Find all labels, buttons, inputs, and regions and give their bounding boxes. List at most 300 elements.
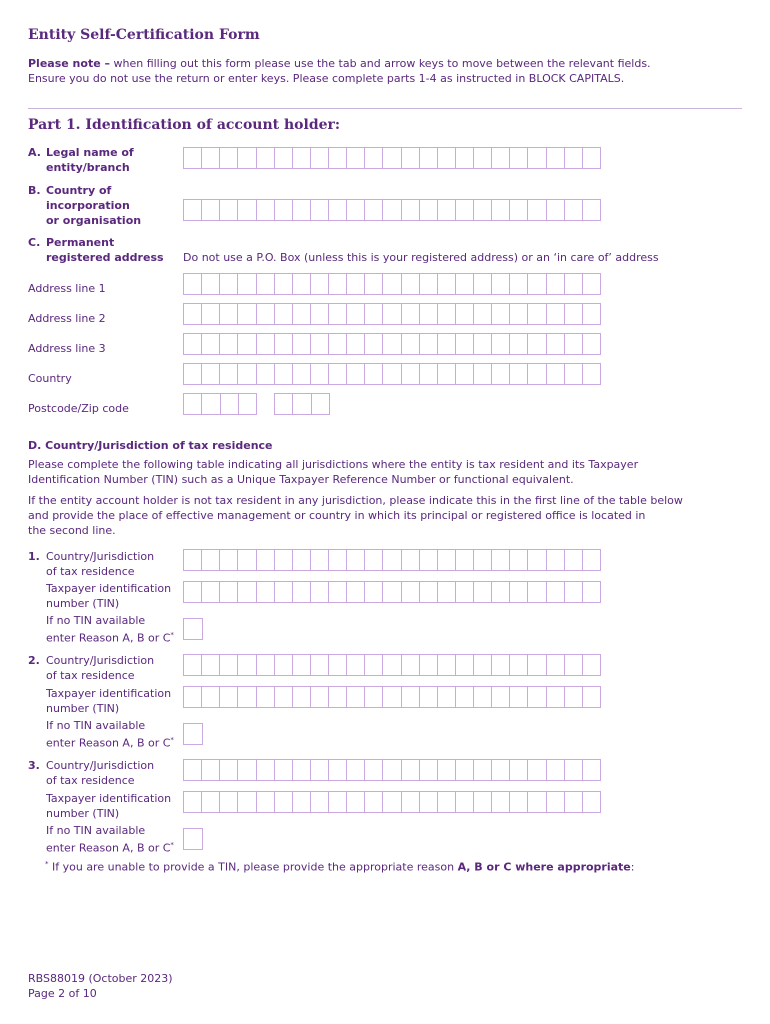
char-cell[interactable]: [257, 687, 275, 707]
char-cell[interactable]: [420, 550, 438, 570]
char-cell[interactable]: [402, 582, 420, 602]
char-cell[interactable]: [565, 304, 583, 324]
char-cell[interactable]: [456, 148, 474, 168]
char-cell[interactable]: [184, 148, 202, 168]
char-cell[interactable]: [402, 148, 420, 168]
char-cell[interactable]: [202, 792, 220, 812]
char-cell[interactable]: [438, 687, 456, 707]
char-cell[interactable]: [329, 304, 347, 324]
char-cell[interactable]: [456, 274, 474, 294]
char-cell[interactable]: [311, 148, 329, 168]
char-cell[interactable]: [402, 550, 420, 570]
char-cell[interactable]: [583, 304, 600, 324]
char-cell[interactable]: [238, 760, 256, 780]
char-cell[interactable]: [311, 792, 329, 812]
char-cell[interactable]: [402, 274, 420, 294]
char-cell[interactable]: [510, 582, 528, 602]
char-cell[interactable]: [528, 655, 546, 675]
char-cell[interactable]: [547, 582, 565, 602]
char-cell[interactable]: [275, 687, 293, 707]
char-cell[interactable]: [565, 200, 583, 220]
char-cell[interactable]: [492, 200, 510, 220]
char-cell[interactable]: [547, 148, 565, 168]
char-cell[interactable]: [438, 148, 456, 168]
char-cell[interactable]: [420, 655, 438, 675]
char-cell[interactable]: [510, 148, 528, 168]
char-cell[interactable]: [583, 760, 600, 780]
char-cell[interactable]: [220, 148, 238, 168]
char-cell[interactable]: [275, 148, 293, 168]
char-cell[interactable]: [311, 304, 329, 324]
char-cell[interactable]: [492, 304, 510, 324]
char-cell[interactable]: [528, 687, 546, 707]
char-cell[interactable]: [311, 687, 329, 707]
char-cell[interactable]: [565, 148, 583, 168]
char-cell[interactable]: [257, 274, 275, 294]
char-cell[interactable]: [583, 334, 600, 354]
char-cell[interactable]: [184, 550, 202, 570]
char-cell[interactable]: [383, 550, 401, 570]
char-cell[interactable]: [365, 304, 383, 324]
address-line-3-input[interactable]: [183, 333, 601, 355]
char-cell[interactable]: [547, 760, 565, 780]
tax-row-1-reason-input[interactable]: [183, 618, 203, 640]
char-cell[interactable]: [583, 274, 600, 294]
tax-row-1-country-input[interactable]: [183, 549, 601, 571]
char-cell[interactable]: [438, 760, 456, 780]
char-cell[interactable]: [402, 792, 420, 812]
char-cell[interactable]: [438, 334, 456, 354]
char-cell[interactable]: [528, 760, 546, 780]
char-cell[interactable]: [510, 200, 528, 220]
char-cell[interactable]: [383, 274, 401, 294]
char-cell[interactable]: [275, 274, 293, 294]
char-cell[interactable]: [293, 364, 311, 384]
char-cell[interactable]: [312, 394, 329, 414]
char-cell[interactable]: [547, 550, 565, 570]
char-cell[interactable]: [257, 200, 275, 220]
tax-row-3-country-input[interactable]: [183, 759, 601, 781]
char-cell[interactable]: [202, 655, 220, 675]
char-cell[interactable]: [202, 304, 220, 324]
char-cell[interactable]: [329, 200, 347, 220]
char-cell[interactable]: [293, 792, 311, 812]
char-cell[interactable]: [275, 550, 293, 570]
char-cell[interactable]: [528, 304, 546, 324]
char-cell[interactable]: [565, 334, 583, 354]
char-cell[interactable]: [311, 364, 329, 384]
char-cell[interactable]: [238, 200, 256, 220]
char-cell[interactable]: [238, 550, 256, 570]
char-cell[interactable]: [510, 334, 528, 354]
char-cell[interactable]: [347, 364, 365, 384]
char-cell[interactable]: [202, 550, 220, 570]
char-cell[interactable]: [202, 334, 220, 354]
char-cell[interactable]: [492, 334, 510, 354]
char-cell[interactable]: [238, 364, 256, 384]
char-cell[interactable]: [420, 148, 438, 168]
char-cell[interactable]: [402, 760, 420, 780]
char-cell[interactable]: [474, 364, 492, 384]
char-cell[interactable]: [492, 792, 510, 812]
char-cell[interactable]: [257, 304, 275, 324]
char-cell[interactable]: [202, 148, 220, 168]
char-cell[interactable]: [492, 687, 510, 707]
char-cell[interactable]: [275, 394, 293, 414]
char-cell[interactable]: [528, 274, 546, 294]
char-cell[interactable]: [583, 364, 600, 384]
char-cell[interactable]: [202, 364, 220, 384]
char-cell[interactable]: [311, 550, 329, 570]
char-cell[interactable]: [474, 760, 492, 780]
char-cell[interactable]: [184, 687, 202, 707]
char-cell[interactable]: [528, 364, 546, 384]
char-cell[interactable]: [184, 582, 202, 602]
char-cell[interactable]: [202, 200, 220, 220]
char-cell[interactable]: [311, 655, 329, 675]
char-cell[interactable]: [438, 274, 456, 294]
char-cell[interactable]: [420, 687, 438, 707]
char-cell[interactable]: [293, 687, 311, 707]
char-cell[interactable]: [238, 334, 256, 354]
char-cell[interactable]: [402, 304, 420, 324]
char-cell[interactable]: [420, 304, 438, 324]
char-cell[interactable]: [238, 148, 256, 168]
char-cell[interactable]: [565, 792, 583, 812]
char-cell[interactable]: [420, 274, 438, 294]
char-cell[interactable]: [293, 334, 311, 354]
char-cell[interactable]: [583, 582, 600, 602]
char-cell[interactable]: [347, 655, 365, 675]
char-cell[interactable]: [402, 687, 420, 707]
country-of-incorporation-input[interactable]: [183, 199, 601, 221]
char-cell[interactable]: [492, 582, 510, 602]
char-cell[interactable]: [311, 582, 329, 602]
char-cell[interactable]: [275, 582, 293, 602]
char-cell[interactable]: [492, 364, 510, 384]
char-cell[interactable]: [220, 582, 238, 602]
char-cell[interactable]: [220, 200, 238, 220]
char-cell[interactable]: [510, 760, 528, 780]
postcode-part-1-input[interactable]: [183, 393, 257, 415]
char-cell[interactable]: [438, 304, 456, 324]
char-cell[interactable]: [184, 792, 202, 812]
char-cell[interactable]: [383, 792, 401, 812]
char-cell[interactable]: [402, 655, 420, 675]
char-cell[interactable]: [347, 148, 365, 168]
char-cell[interactable]: [438, 582, 456, 602]
char-cell[interactable]: [528, 550, 546, 570]
char-cell[interactable]: [565, 760, 583, 780]
char-cell[interactable]: [528, 148, 546, 168]
char-cell[interactable]: [474, 687, 492, 707]
char-cell[interactable]: [275, 760, 293, 780]
char-cell[interactable]: [329, 792, 347, 812]
char-cell[interactable]: [184, 364, 202, 384]
char-cell[interactable]: [329, 148, 347, 168]
char-cell[interactable]: [293, 760, 311, 780]
char-cell[interactable]: [275, 364, 293, 384]
char-cell[interactable]: [474, 582, 492, 602]
address-line-2-input[interactable]: [183, 303, 601, 325]
char-cell[interactable]: [474, 334, 492, 354]
char-cell[interactable]: [220, 334, 238, 354]
char-cell[interactable]: [402, 364, 420, 384]
char-cell[interactable]: [474, 274, 492, 294]
char-cell[interactable]: [438, 792, 456, 812]
char-cell[interactable]: [365, 334, 383, 354]
char-cell[interactable]: [583, 655, 600, 675]
char-cell[interactable]: [329, 274, 347, 294]
char-cell[interactable]: [547, 655, 565, 675]
char-cell[interactable]: [583, 200, 600, 220]
char-cell[interactable]: [510, 655, 528, 675]
char-cell[interactable]: [438, 550, 456, 570]
char-cell[interactable]: [293, 200, 311, 220]
char-cell[interactable]: [547, 334, 565, 354]
char-cell[interactable]: [220, 655, 238, 675]
char-cell[interactable]: [583, 550, 600, 570]
char-cell[interactable]: [456, 760, 474, 780]
char-cell[interactable]: [492, 655, 510, 675]
char-cell[interactable]: [329, 687, 347, 707]
char-cell[interactable]: [456, 792, 474, 812]
char-cell[interactable]: [293, 304, 311, 324]
char-cell[interactable]: [238, 792, 256, 812]
char-cell[interactable]: [492, 148, 510, 168]
char-cell[interactable]: [329, 550, 347, 570]
char-cell[interactable]: [275, 304, 293, 324]
char-cell[interactable]: [275, 200, 293, 220]
char-cell[interactable]: [275, 792, 293, 812]
tax-row-2-country-input[interactable]: [183, 654, 601, 676]
char-cell[interactable]: [565, 655, 583, 675]
char-cell[interactable]: [347, 334, 365, 354]
char-cell[interactable]: [202, 274, 220, 294]
char-cell[interactable]: [365, 550, 383, 570]
char-cell[interactable]: [293, 274, 311, 294]
char-cell[interactable]: [220, 760, 238, 780]
tax-row-3-tin-input[interactable]: [183, 791, 601, 813]
char-cell[interactable]: [329, 364, 347, 384]
char-cell[interactable]: [184, 655, 202, 675]
char-cell[interactable]: [202, 687, 220, 707]
char-cell[interactable]: [184, 334, 202, 354]
char-cell[interactable]: [528, 334, 546, 354]
char-cell[interactable]: [184, 394, 202, 414]
char-cell[interactable]: [221, 394, 239, 414]
char-cell[interactable]: [347, 687, 365, 707]
char-cell[interactable]: [383, 200, 401, 220]
char-cell[interactable]: [257, 364, 275, 384]
char-cell[interactable]: [456, 550, 474, 570]
char-cell[interactable]: [547, 792, 565, 812]
char-cell[interactable]: [257, 655, 275, 675]
char-cell[interactable]: [565, 550, 583, 570]
char-cell[interactable]: [220, 364, 238, 384]
char-cell[interactable]: [293, 550, 311, 570]
char-cell[interactable]: [565, 274, 583, 294]
char-cell[interactable]: [238, 274, 256, 294]
char-cell[interactable]: [365, 792, 383, 812]
char-cell[interactable]: [365, 364, 383, 384]
char-cell[interactable]: [420, 760, 438, 780]
char-cell[interactable]: [293, 148, 311, 168]
legal-name-input[interactable]: [183, 147, 601, 169]
char-cell[interactable]: [184, 274, 202, 294]
char-cell[interactable]: [220, 550, 238, 570]
char-cell[interactable]: [456, 655, 474, 675]
char-cell[interactable]: [257, 550, 275, 570]
char-cell[interactable]: [293, 655, 311, 675]
char-cell[interactable]: [510, 364, 528, 384]
char-cell[interactable]: [184, 304, 202, 324]
char-cell[interactable]: [456, 364, 474, 384]
char-cell[interactable]: [347, 550, 365, 570]
char-cell[interactable]: [492, 550, 510, 570]
char-cell[interactable]: [329, 334, 347, 354]
char-cell[interactable]: [438, 364, 456, 384]
char-cell[interactable]: [365, 148, 383, 168]
char-cell[interactable]: [257, 582, 275, 602]
char-cell[interactable]: [347, 760, 365, 780]
char-cell[interactable]: [238, 655, 256, 675]
tax-row-3-reason-input[interactable]: [183, 828, 203, 850]
char-cell[interactable]: [220, 304, 238, 324]
char-cell[interactable]: [220, 792, 238, 812]
char-cell[interactable]: [220, 687, 238, 707]
char-cell[interactable]: [347, 274, 365, 294]
char-cell[interactable]: [474, 148, 492, 168]
tax-row-2-tin-input[interactable]: [183, 686, 601, 708]
char-cell[interactable]: [474, 200, 492, 220]
char-cell[interactable]: [293, 582, 311, 602]
char-cell[interactable]: [547, 687, 565, 707]
char-cell[interactable]: [583, 148, 600, 168]
char-cell[interactable]: [420, 334, 438, 354]
char-cell[interactable]: [510, 550, 528, 570]
char-cell[interactable]: [420, 364, 438, 384]
char-cell[interactable]: [420, 582, 438, 602]
char-cell[interactable]: [238, 582, 256, 602]
postcode-part-2-input[interactable]: [274, 393, 330, 415]
char-cell[interactable]: [347, 304, 365, 324]
char-cell[interactable]: [492, 760, 510, 780]
char-cell[interactable]: [565, 582, 583, 602]
char-cell[interactable]: [239, 394, 256, 414]
char-cell[interactable]: [474, 792, 492, 812]
char-cell[interactable]: [383, 304, 401, 324]
char-cell[interactable]: [257, 760, 275, 780]
char-cell[interactable]: [365, 760, 383, 780]
char-cell[interactable]: [383, 148, 401, 168]
char-cell[interactable]: [329, 655, 347, 675]
char-cell[interactable]: [383, 760, 401, 780]
char-cell[interactable]: [202, 760, 220, 780]
address-line-1-input[interactable]: [183, 273, 601, 295]
char-cell[interactable]: [257, 334, 275, 354]
char-cell[interactable]: [402, 200, 420, 220]
char-cell[interactable]: [456, 200, 474, 220]
char-cell[interactable]: [474, 550, 492, 570]
char-cell[interactable]: [202, 394, 220, 414]
char-cell[interactable]: [257, 792, 275, 812]
char-cell[interactable]: [528, 200, 546, 220]
char-cell[interactable]: [202, 582, 220, 602]
char-cell[interactable]: [528, 792, 546, 812]
char-cell[interactable]: [184, 760, 202, 780]
char-cell[interactable]: [565, 364, 583, 384]
char-cell[interactable]: [583, 792, 600, 812]
char-cell[interactable]: [257, 148, 275, 168]
char-cell[interactable]: [347, 582, 365, 602]
char-cell[interactable]: [528, 582, 546, 602]
char-cell[interactable]: [456, 687, 474, 707]
char-cell[interactable]: [583, 687, 600, 707]
char-cell[interactable]: [456, 304, 474, 324]
char-cell[interactable]: [238, 304, 256, 324]
char-cell[interactable]: [329, 760, 347, 780]
char-cell[interactable]: [383, 582, 401, 602]
char-cell[interactable]: [456, 582, 474, 602]
char-cell[interactable]: [474, 304, 492, 324]
char-cell[interactable]: [238, 687, 256, 707]
char-cell[interactable]: [510, 687, 528, 707]
char-cell[interactable]: [456, 334, 474, 354]
char-cell[interactable]: [383, 655, 401, 675]
tax-row-1-tin-input[interactable]: [183, 581, 601, 603]
char-cell[interactable]: [438, 655, 456, 675]
char-cell[interactable]: [311, 200, 329, 220]
char-cell[interactable]: [383, 364, 401, 384]
char-cell[interactable]: [311, 274, 329, 294]
char-cell[interactable]: [220, 274, 238, 294]
char-cell[interactable]: [510, 304, 528, 324]
char-cell[interactable]: [420, 200, 438, 220]
char-cell[interactable]: [329, 582, 347, 602]
char-cell[interactable]: [311, 760, 329, 780]
char-cell[interactable]: [365, 200, 383, 220]
country-input[interactable]: [183, 363, 601, 385]
char-cell[interactable]: [402, 334, 420, 354]
char-cell[interactable]: [347, 792, 365, 812]
char-cell[interactable]: [365, 274, 383, 294]
char-cell[interactable]: [383, 334, 401, 354]
char-cell[interactable]: [365, 582, 383, 602]
char-cell[interactable]: [547, 304, 565, 324]
char-cell[interactable]: [547, 200, 565, 220]
char-cell[interactable]: [438, 200, 456, 220]
char-cell[interactable]: [184, 200, 202, 220]
char-cell[interactable]: [510, 792, 528, 812]
char-cell[interactable]: [347, 200, 365, 220]
char-cell[interactable]: [365, 655, 383, 675]
char-cell[interactable]: [420, 792, 438, 812]
char-cell[interactable]: [383, 687, 401, 707]
char-cell[interactable]: [275, 655, 293, 675]
char-cell[interactable]: [275, 334, 293, 354]
char-cell[interactable]: [492, 274, 510, 294]
char-cell[interactable]: [311, 334, 329, 354]
char-cell[interactable]: [565, 687, 583, 707]
char-cell[interactable]: [365, 687, 383, 707]
char-cell[interactable]: [510, 274, 528, 294]
char-cell[interactable]: [547, 274, 565, 294]
char-cell[interactable]: [547, 364, 565, 384]
char-cell[interactable]: [474, 655, 492, 675]
tax-row-2-reason-input[interactable]: [183, 723, 203, 745]
char-cell[interactable]: [293, 394, 311, 414]
